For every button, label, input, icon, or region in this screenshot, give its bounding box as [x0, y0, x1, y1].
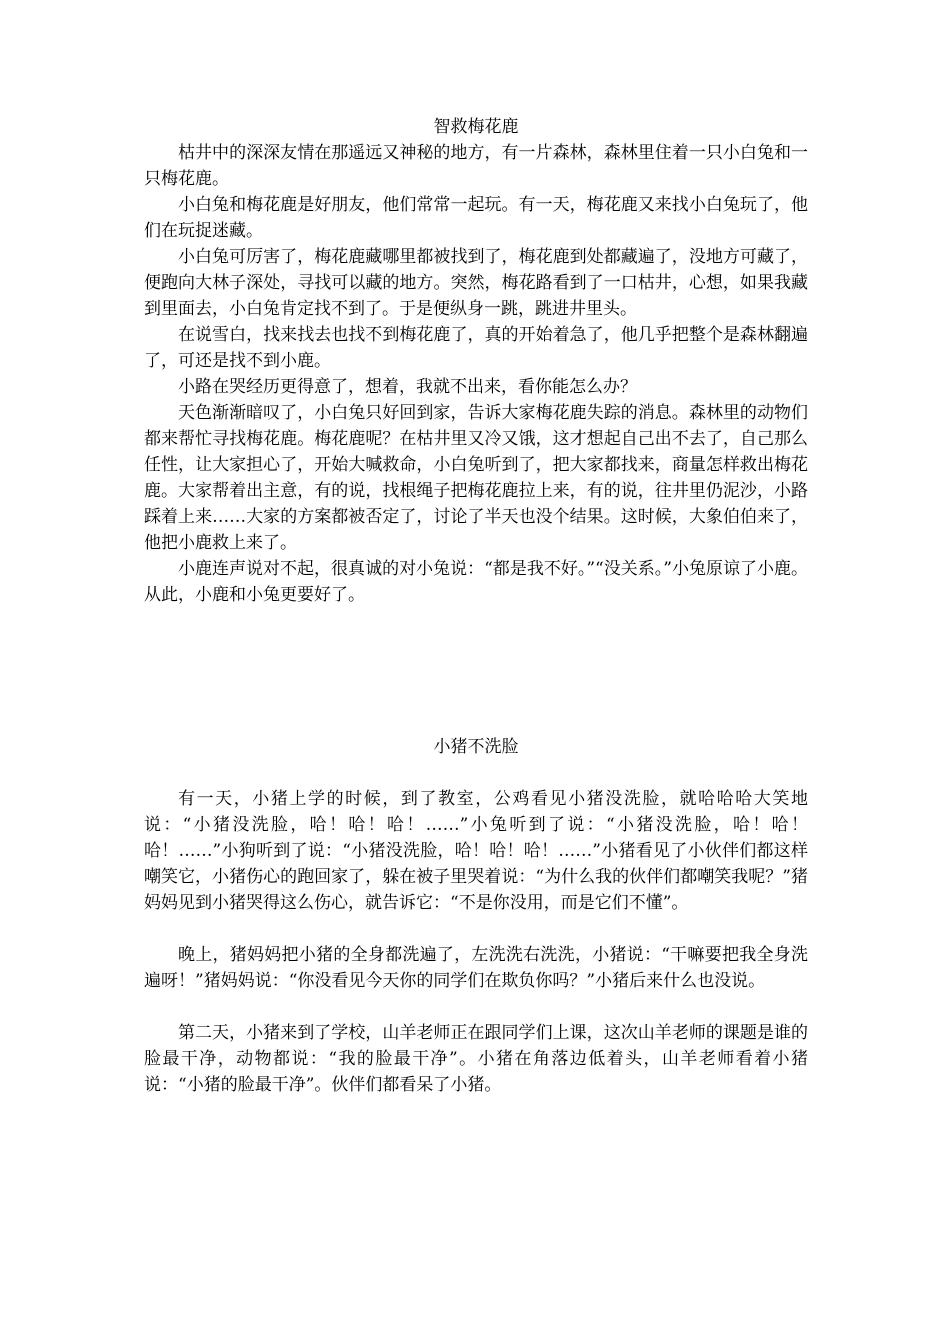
story-paragraph: 小鹿连声说对不起，很真诚的对小兔说：“都是我不好。”“没关系。”小兔原谅了小鹿。从此，小鹿和小兔更要好了。 [144, 559, 808, 605]
story-title: 智救梅花鹿 [433, 117, 519, 137]
story-paragraph: 有一天，小猪上学的时候，到了教室，公鸡看见小猪没洗脸，就哈哈哈大笑地说：“小猪没洗脸，哈！哈！哈！……”小兔听到了说：“小猪没洗脸，哈！哈！哈！……”小狗听到了说：“小猪没洗脸，哈！哈！哈！……”小猪看见了小伙伴们都这样嘲笑它，小猪伤心的跑回家了，躲在被子里哭着说：“为什么我的伙伴们都嘲笑我呢？”猪妈妈见到小猪哭得这么伤心，就告诉它：“不是你没用，而是它们不懂”。 [144, 789, 808, 913]
story-title: 小猪不洗脸 [433, 737, 519, 757]
story-paragraph: 第二天，小猪来到了学校，山羊老师正在跟同学们上课，这次山羊老师的课题是谁的脸最干净，动物都说：“我的脸最干净”。小猪在角落边低着头，山羊老师看着小猪说：“小猪的脸最干净”。伙伴们都看呆了小猪。 [144, 1023, 808, 1095]
story-paragraph: 在说雪白，找来找去也找不到梅花鹿了，真的开始着急了，他几乎把整个是森林翻遍了，可还是找不到小鹿。 [144, 325, 808, 371]
story-xiaozhu-buxilian [144, 734, 808, 1124]
story-paragraph: 晚上，猪妈妈把小猪的全身都洗遍了，左洗洗右洗洗，小猪说：“干嘛要把我全身洗遍呀！”猪妈妈说：“你没看见今天你的同学们在欺负你吗？”小猪后来什么也没说。 [144, 945, 808, 991]
story-zhijiu-meihualu [144, 114, 808, 608]
story-paragraph: 小白兔和梅花鹿是好朋友，他们常常一起玩。有一天，梅花鹿又来找小白兔玩了，他们在玩捉迷藏。 [144, 195, 808, 241]
story-paragraph: 小路在哭经历更得意了，想着，我就不出来，看你能怎么办？ [178, 377, 637, 397]
story-paragraph: 枯井中的深深友情在那遥远又神秘的地方，有一片森林，森林里住着一只小白兔和一只梅花鹿。 [144, 143, 808, 189]
story-paragraph: 天色渐渐暗叹了，小白兔只好回到家，告诉大家梅花鹿失踪的消息。森林里的动物们都来帮忙寻找梅花鹿。梅花鹿呢？在枯井里又冷又饿，这才想起自己出不去了，自己那么任性，让大家担心了，开始大喊救命，小白兔听到了，把大家都找来，商量怎样救出梅花鹿。大家帮着出主意，有的说，找根绳子把梅花鹿拉上来，有的说，往井里仍泥沙，小路踩着上来……大家的方案都被否定了，讨论了半天也没个结果。这时候，大象伯伯来了，他把小鹿救上来了。 [144, 403, 808, 553]
story-paragraph: 小白兔可厉害了，梅花鹿藏哪里都被找到了，梅花鹿到处都藏遍了，没地方可藏了，便跑向大林子深处，寻找可以藏的地方。突然，梅花路看到了一口枯井，心想，如果我藏到里面去，小白兔肯定找不到了。于是便纵身一跳，跳进井里头。 [144, 247, 808, 319]
